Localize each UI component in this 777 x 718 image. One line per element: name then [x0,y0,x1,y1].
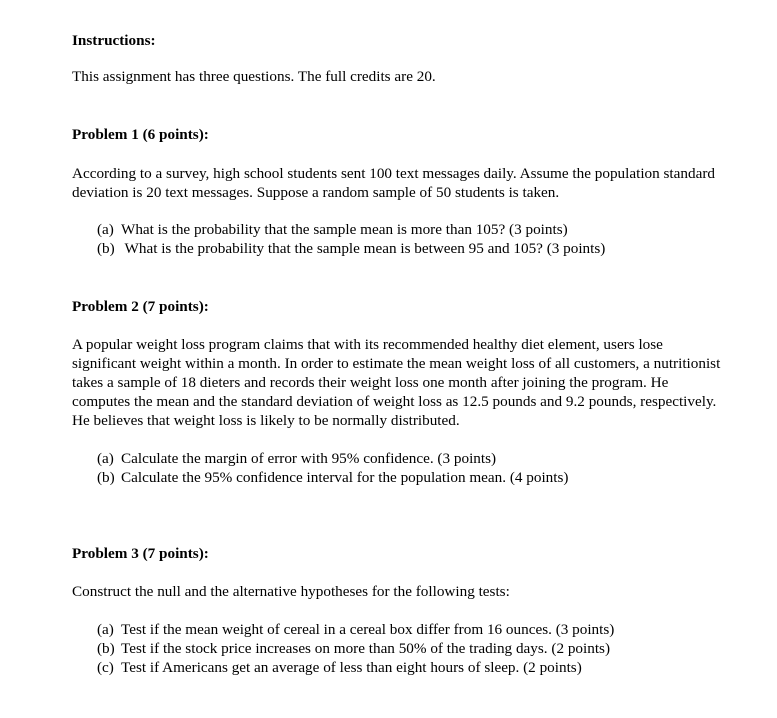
problem-3-heading: Problem 3 (7 points): [72,545,209,562]
problem-2-heading: Problem 2 (7 points): [72,298,209,315]
question-marker: (c) [97,659,114,676]
question-text: Test if the mean weight of cereal in a cereal box differ from 16 ounces. (3 points) [121,621,615,638]
instructions-heading: Instructions: [72,32,156,49]
problem-2-questions [72,449,568,487]
problem-1-text: According to a survey, high school students sent 100 text messages daily. Assume the population standard deviation is 20 text messages. Suppose a random sample of 50 students is taken. [72,165,715,201]
problem-2-question-a [97,449,568,468]
question-marker: (a) [97,221,114,238]
question-text: What is the probability that the sample mean is more than 105? (3 points) [121,221,568,238]
question-marker: (a) [97,621,114,638]
problem-1-questions [72,220,605,258]
question-text: Calculate the margin of error with 95% confidence. (3 points) [121,450,497,467]
problem-3-text: Construct the null and the alternative hypotheses for the following tests: [72,583,510,600]
problem-1-question-b [97,239,605,258]
question-text: Test if the stock price increases on more than 50% of the trading days. (2 points) [121,640,611,657]
question-marker: (b) [97,640,115,657]
problem-1-question-a [97,220,605,239]
problem-3-question-c [97,658,614,677]
question-marker: (b) [97,240,115,257]
problem-3-question-a [97,620,614,639]
question-marker: (b) [97,469,115,486]
problem-2-question-b [97,468,568,487]
problem-3-question-b [97,639,614,658]
problem-1-heading: Problem 1 (6 points): [72,126,209,143]
problem-2-text: A popular weight loss program claims that with its recommended healthy diet element, users lose significant weight within a month. In order to estimate the mean weight loss of all customers, a nutritionist takes a sample of 18 dieters and records their weight loss one month after joining the program. He computes the mean and the standard deviation of weight loss as 12.5 pounds and 9.2 pounds, respectively. He believes that weight loss is likely to be normally distributed. [72,336,721,429]
question-text: Calculate the 95% confidence interval for the population mean. (4 points) [121,469,569,486]
problem-3-questions [72,620,614,677]
instructions-text: This assignment has three questions. The full credits are 20. [72,68,436,85]
question-marker: (a) [97,450,114,467]
question-text: Test if Americans get an average of less than eight hours of sleep. (2 points) [121,659,582,676]
question-text: What is the probability that the sample mean is between 95 and 105? (3 points) [121,240,606,257]
